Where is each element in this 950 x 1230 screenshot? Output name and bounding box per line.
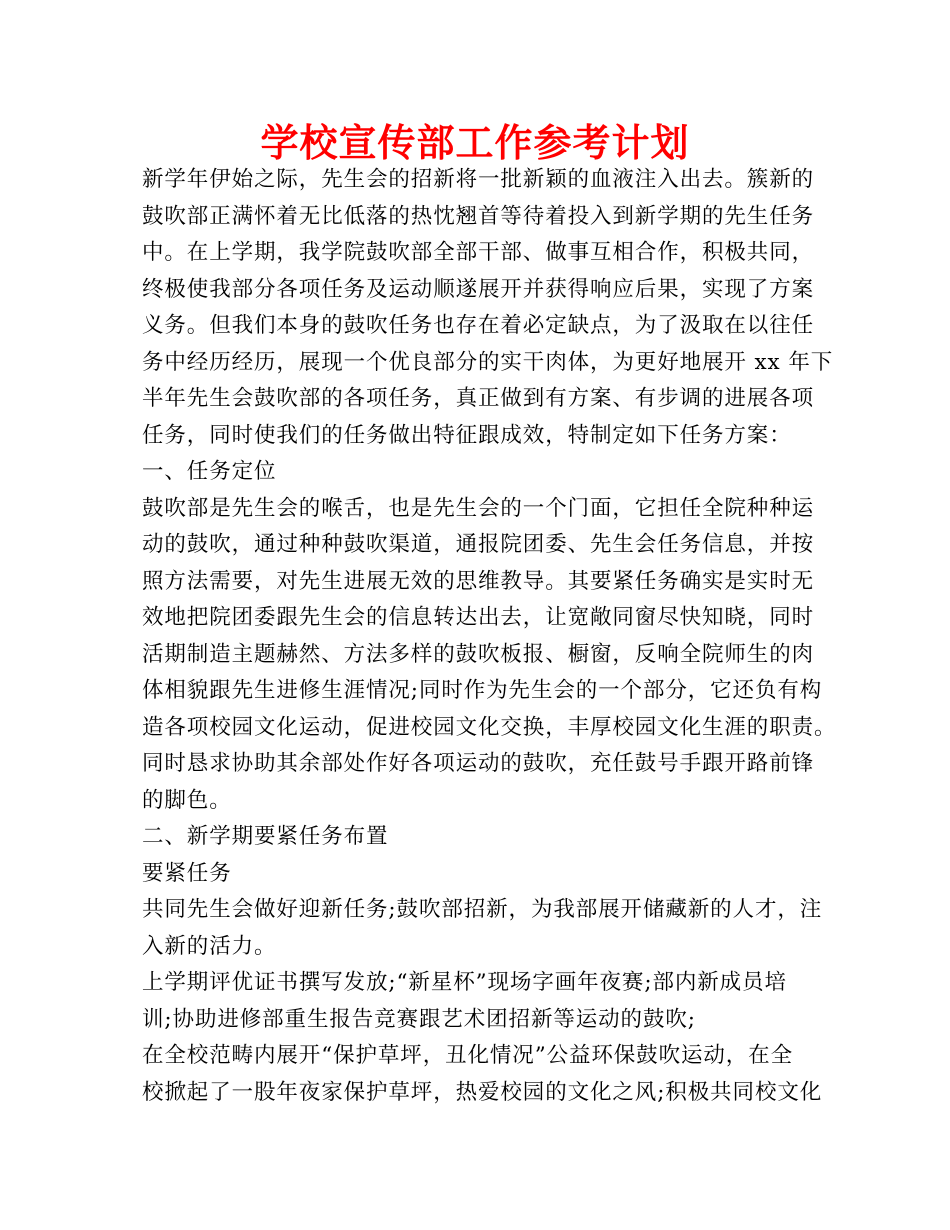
body-line: 造各项校园文化运动，促进校园文化交换，丰厚校园文化生涯的职责。 bbox=[142, 714, 837, 740]
body-line: 半年先生会鼓吹部的各项任务，真正做到有方案、有步调的进展各项 bbox=[142, 386, 815, 411]
body-line: 的脚色。 bbox=[142, 787, 232, 813]
body-line: 中。在上学期，我学院鼓吹部全部干部、做事互相合作，积极共同， bbox=[142, 240, 815, 265]
subsection-heading: 要紧任务 bbox=[142, 860, 232, 886]
body-line: 训;协助进修部重生报告竞赛跟艺术团招新等运动的鼓吹; bbox=[142, 1006, 696, 1032]
body-line: 体相貌跟先生进修生涯情况;同时作为先生会的一个部分，它还负有构 bbox=[142, 678, 823, 703]
body-line: 新学年伊始之际，先生会的招新将一批新颖的血液注入出去。簇新的 bbox=[142, 167, 815, 192]
body-line: 照方法需要，对先生进展无效的思维教导。其要紧任务确实是实时无 bbox=[142, 568, 815, 594]
body-line: 动的鼓吹，通过种种鼓吹渠道，通报院团委、先生会任务信息，并按 bbox=[142, 532, 815, 557]
body-line: 终极使我部分各项任务及运动顺遂展开并获得响应后果，实现了方案 bbox=[142, 276, 815, 302]
body-line: 效地把院团委跟先生会的信息转达出去，让宽敞同窗尽快知晓，同时 bbox=[142, 605, 815, 630]
body-line: 务中经历经历，展现一个优良部分的实干肉体，为更好地展开 xx 年下 bbox=[142, 349, 834, 375]
body-line: 任务，同时使我们的任务做出特征跟成效，特制定如下任务方案： bbox=[142, 422, 792, 448]
body-line: 同时恳求协助其余部处作好各项运动的鼓吹，充任鼓号手跟开路前锋 bbox=[142, 751, 815, 776]
section-heading: 二、新学期要紧任务布置 bbox=[142, 824, 389, 849]
document-title: 学校宣传部工作参考计划 bbox=[260, 120, 690, 165]
body-line: 在全校范畴内展开“保护草坪，丑化情况”公益环保鼓吹运动，在全 bbox=[142, 1043, 793, 1068]
body-line: 共同先生会做好迎新任务;鼓吹部招新，为我部展开储藏新的人才，注 bbox=[142, 897, 823, 922]
body-line: 鼓吹部是先生会的喉舌，也是先生会的一个门面，它担任全院种种运 bbox=[142, 495, 815, 521]
body-line: 活期制造主题赫然、方法多样的鼓吹板报、橱窗，反响全院师生的肉 bbox=[142, 641, 815, 667]
document-body bbox=[142, 162, 842, 1111]
body-line: 上学期评优证书撰写发放;“新星杯”现场字画年夜赛;部内新成员培 bbox=[142, 970, 787, 995]
body-line: 义务。但我们本身的鼓吹任务也存在着必定缺点，为了汲取在以往任 bbox=[142, 313, 815, 338]
body-line: 入新的活力。 bbox=[142, 933, 277, 959]
body-line: 校掀起了一股年夜家保护草坪，热爱校园的文化之风;积极共同校文化 bbox=[142, 1079, 823, 1105]
body-line: 鼓吹部正满怀着无比低落的热忱翘首等待着投入到新学期的先生任务 bbox=[142, 203, 815, 229]
section-heading: 一、任务定位 bbox=[142, 459, 277, 484]
